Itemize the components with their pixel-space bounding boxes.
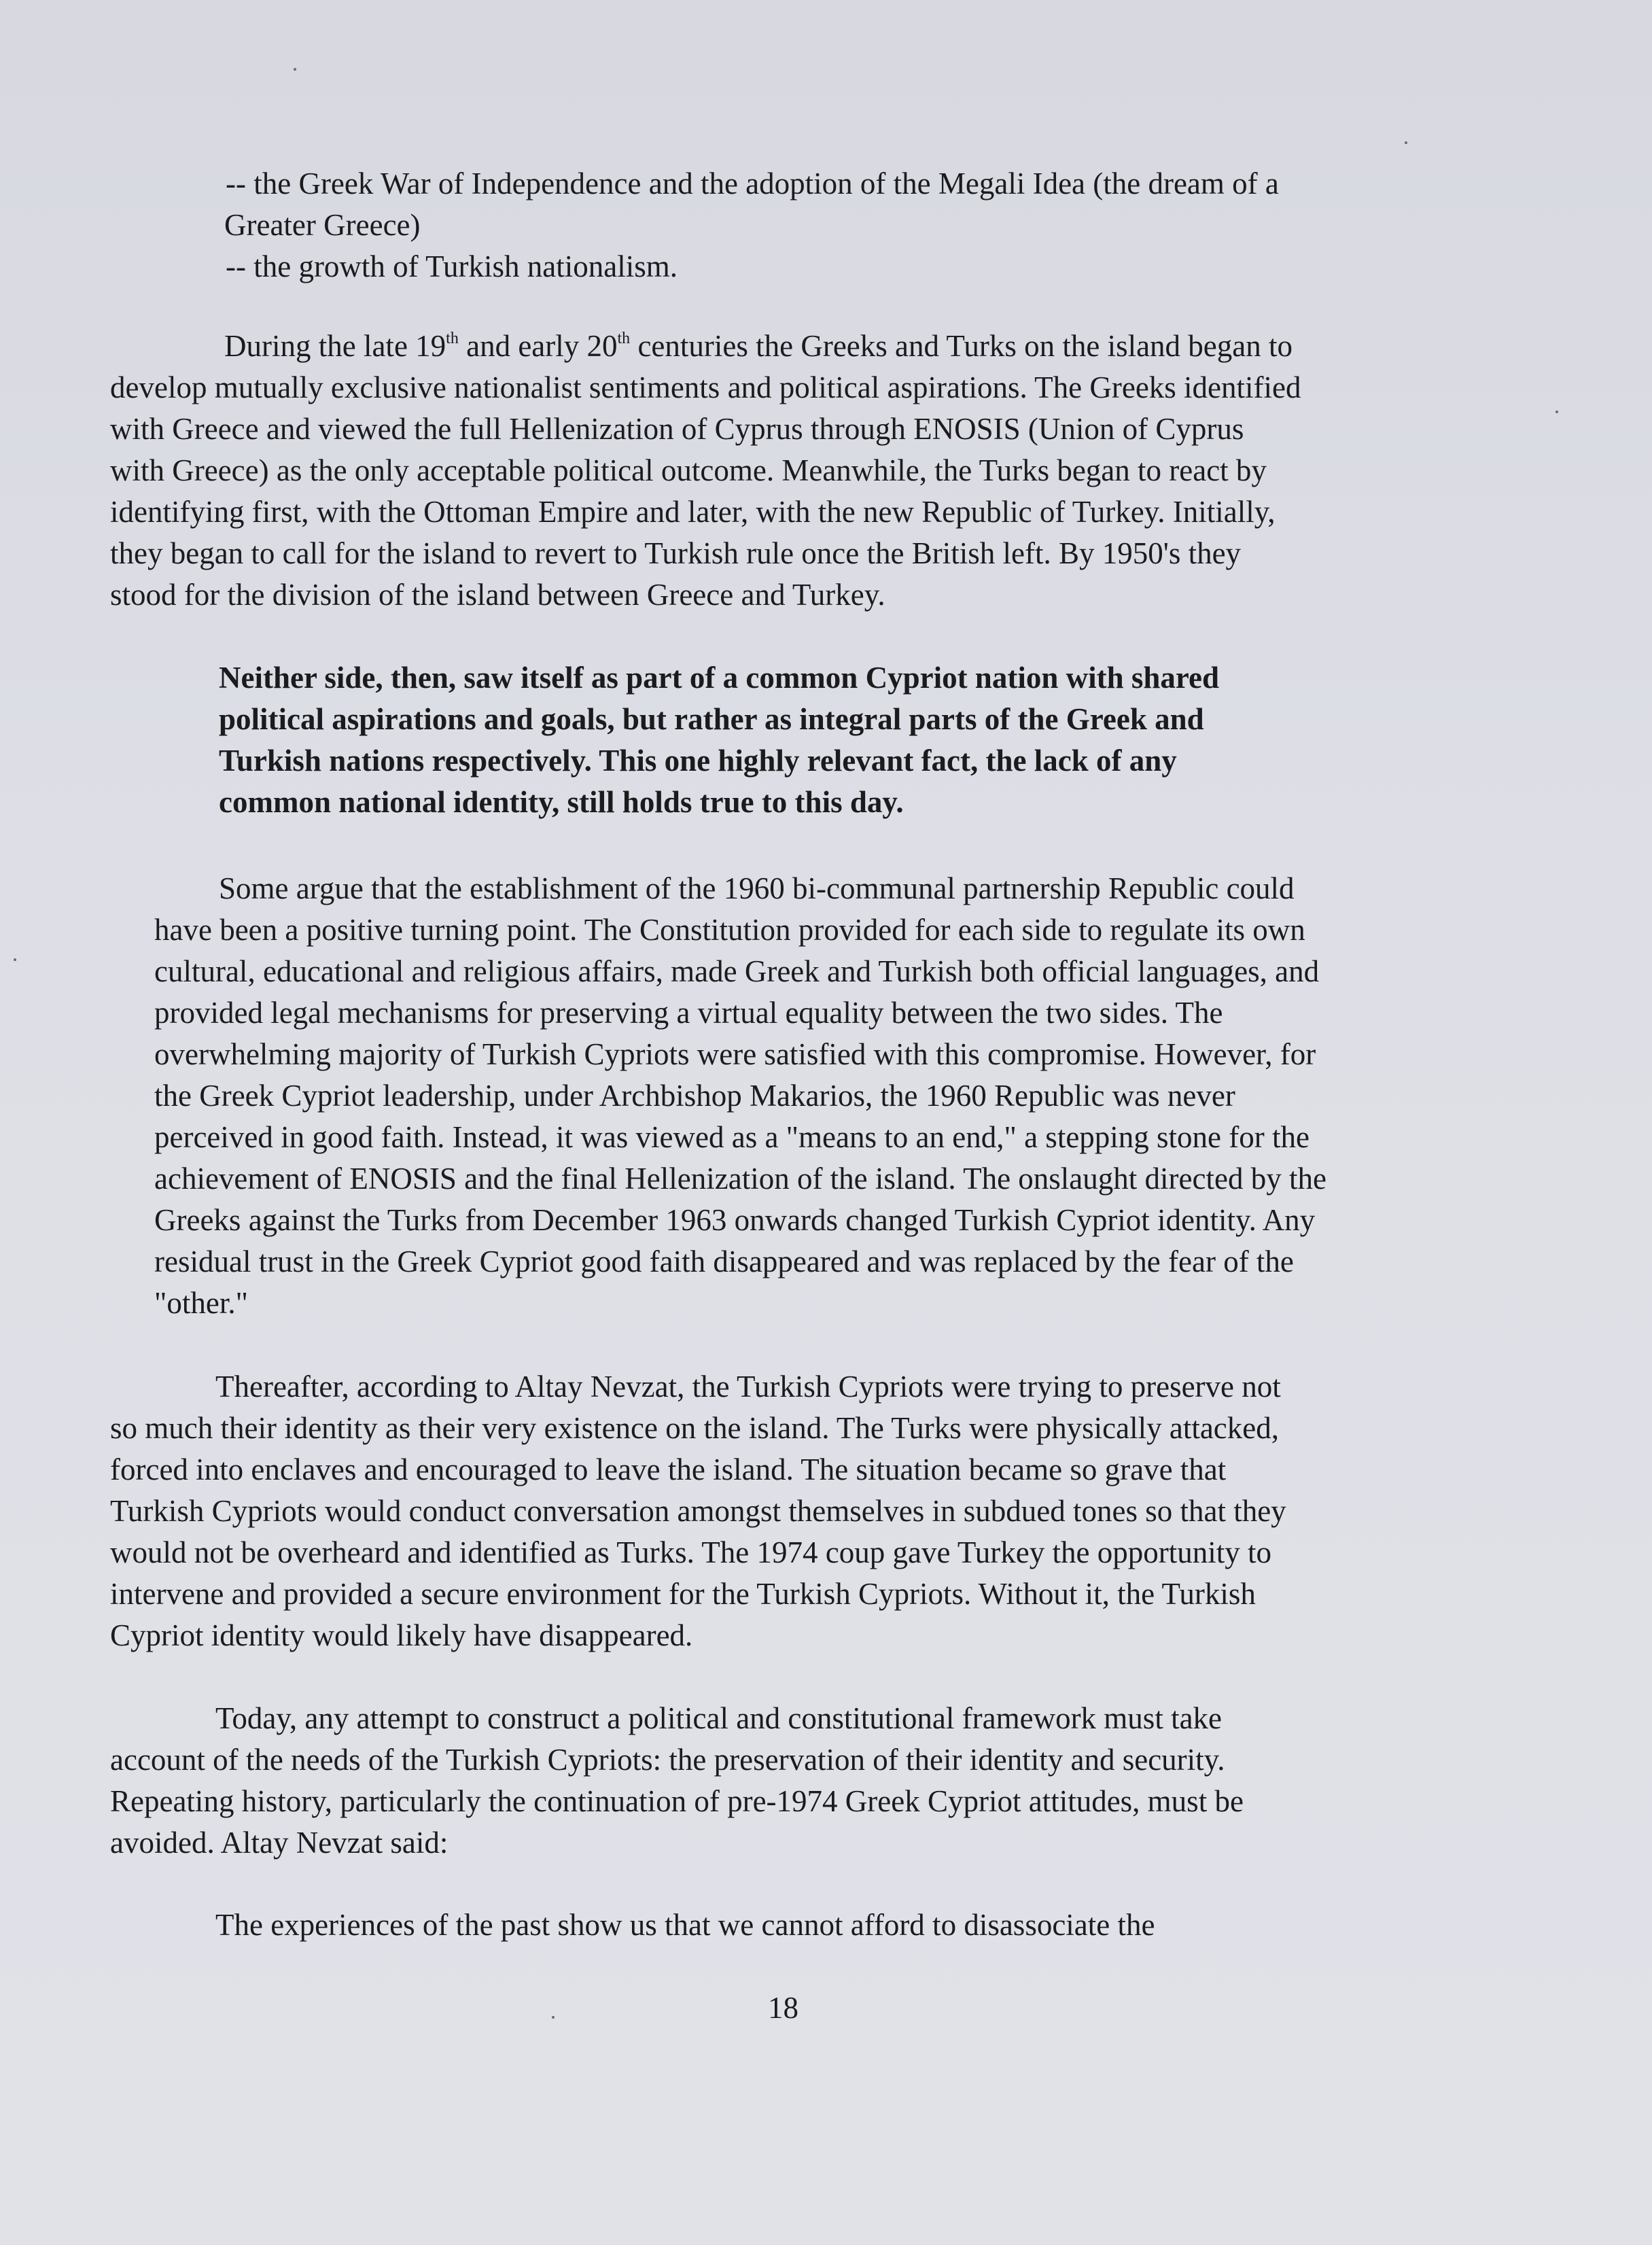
scan-speck [552,2016,555,2019]
page-number: 18 [768,1991,798,2025]
paragraph-line: the Greek Cypriot leadership, under Archbishop Makarios, the 1960 Republic was never [154,1079,1235,1113]
paragraph-line: identifying first, with the Ottoman Empire and later, with the new Republic of Turkey. Initially, [110,495,1276,529]
bold-line: political aspirations and goals, but rather as integral parts of the Greek and [219,702,1204,736]
paragraph-line: intervene and provided a secure environment for the Turkish Cypriots. Without it, the Turkish [110,1577,1256,1611]
paragraph-line: residual trust in the Greek Cypriot good faith disappeared and was replaced by the fear of the [154,1245,1294,1278]
quote-paragraph [215,1904,1469,1946]
paragraph-thereafter [110,1366,1469,1656]
paragraph-line: Cypriot identity would likely have disappeared. [110,1618,693,1652]
quote-line: The experiences of the past show us that we cannot afford to disassociate the [215,1908,1155,1942]
paragraph-line: Repeating history, particularly the continuation of pre-1974 Greek Cypriot attitudes, must be [110,1784,1244,1818]
paragraph-line: Today, any attempt to construct a political and constitutional framework must take [215,1701,1223,1735]
bold-line: Neither side, then, saw itself as part of a common Cypriot nation with shared [219,661,1220,695]
paragraph-nationalism [110,326,1469,616]
paragraph-line: would not be overheard and identified as Turks. The 1974 coup gave Turkey the opportunity to [110,1535,1271,1569]
paragraph-line: account of the needs of the Turkish Cypriots: the preservation of their identity and security. [110,1743,1225,1777]
paragraph-line: Thereafter, according to Altay Nevzat, the Turkish Cypriots were trying to preserve not [215,1370,1281,1404]
paragraph-line: perceived in good faith. Instead, it was viewed as a "means to an end," a stepping stone for the [154,1120,1310,1154]
paragraph-line: provided legal mechanisms for preserving a virtual equality between the two sides. The [154,996,1223,1030]
paragraph-line: During the late 19th and early 20th centuries the Greeks and Turks on the island began to [224,329,1293,363]
paragraph-line: develop mutually exclusive nationalist sentiments and political aspirations. The Greeks identified [110,370,1301,404]
paragraph-line: avoided. Altay Nevzat said: [110,1826,449,1860]
list-item: -- the growth of Turkish nationalism. [226,249,678,283]
paragraph-1960-republic [110,868,1469,1324]
scan-speck [1556,411,1558,413]
list-item-continuation: Greater Greece) [224,208,421,242]
paragraph-line: so much their identity as their very existence on the island. The Turks were physically attacked, [110,1411,1279,1445]
paragraph-line: stood for the division of the island between Greece and Turkey. [110,578,885,612]
paragraph-line: they began to call for the island to revert to Turkish rule once the British left. By 1950's they [110,536,1242,570]
bold-line: common national identity, still holds true to this day. [219,785,904,819]
scan-speck [14,958,16,961]
paragraph-today [110,1698,1469,1864]
emphasis-paragraph [219,657,1469,823]
paragraph-line: with Greece) as the only acceptable political outcome. Meanwhile, the Turks began to react by [110,453,1267,487]
paragraph-line: achievement of ENOSIS and the final Hellenization of the island. The onslaught directed by the [154,1162,1326,1196]
paragraph-line: forced into enclaves and encouraged to leave the island. The situation became so grave that [110,1452,1227,1486]
paragraph-line: with Greece and viewed the full Hellenization of Cyprus through ENOSIS (Union of Cyprus [110,412,1244,446]
scan-speck [294,68,296,71]
paragraph-line: Some argue that the establishment of the 1960 bi-communal partnership Republic could [219,871,1295,905]
paragraph-line: overwhelming majority of Turkish Cypriots were satisfied with this compromise. However, for [154,1037,1316,1071]
paragraph-line: Turkish Cypriots would conduct conversation amongst themselves in subdued tones so that they [110,1494,1286,1528]
bold-line: Turkish nations respectively. This one highly relevant fact, the lack of any [219,744,1177,778]
scan-speck [1405,141,1407,144]
paragraph-line: Greeks against the Turks from December 1963 onwards changed Turkish Cypriot identity. Any [154,1203,1316,1237]
paragraph-line: have been a positive turning point. The Constitution provided for each side to regulate its own [154,913,1305,947]
paragraph-line: "other." [154,1286,248,1320]
paragraph-line: cultural, educational and religious affairs, made Greek and Turkish both official languages, and [154,954,1320,988]
list-item: -- the Greek War of Independence and the adoption of the Megali Idea (the dream of a [226,167,1279,201]
intro-list [110,163,1469,288]
